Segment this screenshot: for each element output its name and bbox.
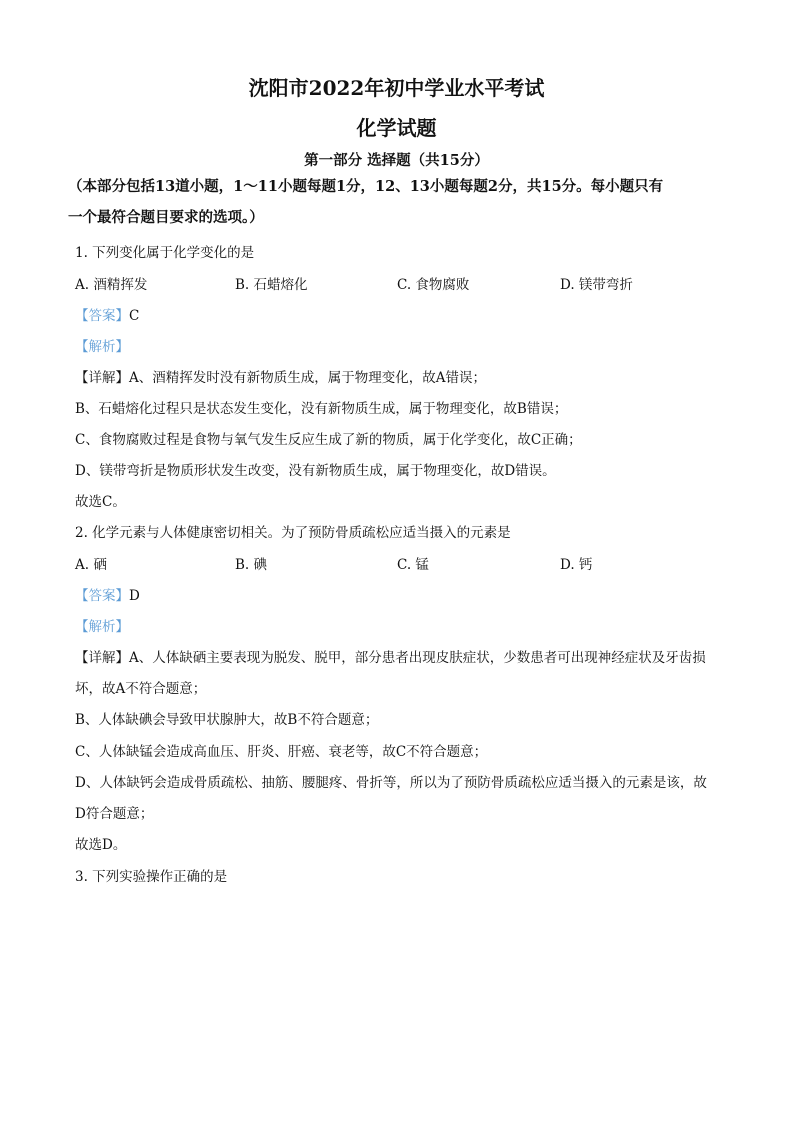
answer-value: C: [129, 308, 140, 324]
detail-line: B、人体缺碘会导致甲状腺肿大，故B不符合题意；: [75, 712, 379, 728]
detail-line: 【详解】A、人体缺硒主要表现为脱发、脱甲，部分患者出现皮肤症状，少数患者可出现神经症状及牙齿损: [75, 650, 706, 666]
option: A. 硒: [75, 557, 107, 573]
option: D. 镁带弯折: [560, 277, 633, 293]
option: C. 锰: [397, 557, 429, 573]
analysis-label: 【解析】: [75, 339, 129, 355]
section-heading: 第一部分 选择题（共15分）: [304, 152, 489, 169]
option: D. 钙: [560, 557, 593, 573]
answer-label: 【答案】: [75, 588, 129, 604]
answer-line: [75, 587, 140, 605]
question-stem: 2. 化学元素与人体健康密切相关。为了预防骨质疏松应适当摄入的元素是: [75, 525, 511, 541]
exam-subtitle: 化学试题: [356, 116, 437, 140]
question-stem: 1. 下列变化属于化学变化的是: [75, 245, 255, 261]
question-stem: 3. 下列实验操作正确的是: [75, 869, 228, 885]
detail-line: B、石蜡熔化过程只是状态发生变化，没有新物质生成，属于物理变化，故B错误；: [75, 401, 568, 417]
exam-title: 沈阳市2022年初中学业水平考试: [248, 76, 545, 100]
option: B. 石蜡熔化: [235, 277, 308, 293]
option: C. 食物腐败: [397, 277, 470, 293]
detail-line: 故选C。: [75, 494, 126, 510]
answer-line: [75, 307, 139, 325]
detail-line: D符合题意；: [75, 806, 154, 822]
detail-line: 故选D。: [75, 837, 127, 853]
answer-value: D: [129, 588, 140, 604]
detail-line: D、人体缺钙会造成骨质疏松、抽筋、腰腿疼、骨折等，所以为了预防骨质疏松应适当摄入的元素是该，故: [75, 775, 707, 791]
analysis-label: 【解析】: [75, 619, 129, 635]
detail-line: C、人体缺锰会造成高血压、肝炎、肝癌、衰老等，故C不符合题意；: [75, 744, 488, 760]
answer-label: 【答案】: [75, 308, 129, 324]
detail-line: C、食物腐败过程是食物与氧气发生反应生成了新的物质，属于化学变化，故C正确；: [75, 432, 582, 448]
detail-line: 【详解】A、酒精挥发时没有新物质生成，属于物理变化，故A错误；: [75, 370, 486, 386]
option: B. 碘: [235, 557, 268, 573]
instructions-line: 一个最符合题目要求的选项。）: [68, 209, 264, 226]
option: A. 酒精挥发: [75, 277, 148, 293]
detail-line: 坏，故A不符合题意；: [75, 681, 207, 697]
instructions-line: （本部分包括13道小题，1～11小题每题1分，12、13小题每题2分，共15分。每小题只有: [68, 178, 664, 195]
detail-line: D、镁带弯折是物质形状发生改变，没有新物质生成，属于物理变化，故D错误。: [75, 463, 556, 479]
